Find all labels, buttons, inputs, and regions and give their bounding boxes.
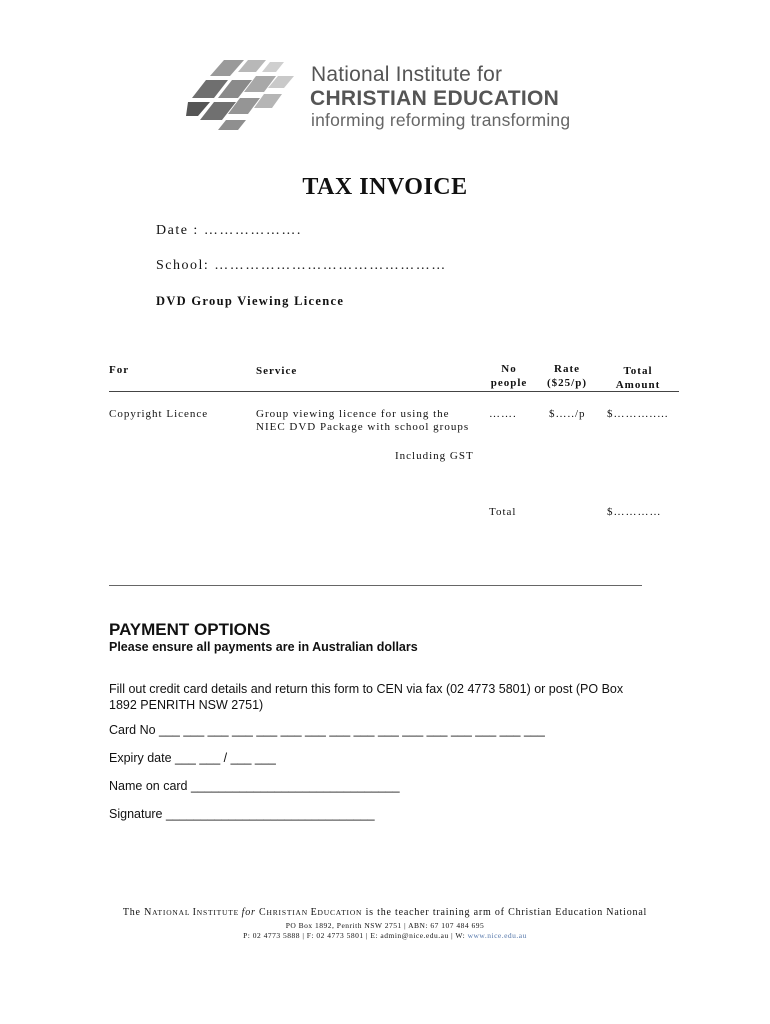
name-on-card-field[interactable]: Name on card ______________________________ xyxy=(109,779,400,793)
total-value: $………… xyxy=(607,506,662,518)
row-service-line-2: NIEC DVD Package with school groups xyxy=(256,421,470,433)
header-service: Service xyxy=(256,365,298,377)
expiry-date-field[interactable]: Expiry date ___ ___ / ___ ___ xyxy=(109,751,276,765)
footer-address: PO Box 1892, Penrith NSW 2751 | ABN: 67 107 484 695 xyxy=(285,921,485,930)
row-for: Copyright Licence xyxy=(109,408,209,420)
row-no-people: ……. xyxy=(489,408,517,420)
signature-field[interactable]: Signature ______________________________ xyxy=(109,807,375,821)
header-rate-2: ($25/p) xyxy=(547,377,587,389)
header-for: For xyxy=(109,364,130,376)
footer-line-1: The NATIONAL INSTITUTE for CHRISTIAN EDUCATION is the teacher training arm of Christian Education National xyxy=(122,907,648,918)
payment-subheading: Please ensure all payments are in Australian dollars xyxy=(109,640,418,654)
header-total-2: Amount xyxy=(615,379,661,391)
row-rate: $…../p xyxy=(549,408,586,420)
date-field: Date : ………………. xyxy=(156,223,302,238)
header-no-people-1: No xyxy=(501,363,517,375)
nice-logo-mark xyxy=(186,58,298,130)
including-gst-label: Including GST xyxy=(395,450,474,462)
section-divider xyxy=(109,585,642,586)
row-service-line-1: Group viewing licence for using the xyxy=(256,408,450,420)
invoice-title: TAX INVOICE xyxy=(302,174,468,200)
header-rate-1: Rate xyxy=(554,363,580,375)
website-link[interactable]: www.nice.edu.au xyxy=(467,931,527,940)
payment-instructions-1: Fill out credit card details and return this form to CEN via fax (02 4773 5801) or post (PO Box xyxy=(109,682,624,696)
header-no-people-2: people xyxy=(490,377,528,389)
footer-contact: P: 02 4773 5888 | F: 02 4773 5801 | E: admin@nice.edu.au | W: www.nice.edu.au xyxy=(243,931,527,940)
header-total-1: Total xyxy=(623,365,653,377)
logo-line-1: National Institute for xyxy=(311,63,503,86)
total-label: Total xyxy=(489,506,517,518)
payment-instructions-2: 1892 PENRITH NSW 2751) xyxy=(109,698,264,712)
product-name: DVD Group Viewing Licence xyxy=(156,294,345,308)
logo-line-2: CHRISTIAN EDUCATION xyxy=(310,87,560,110)
card-number-field[interactable]: Card No ___ ___ ___ ___ ___ ___ ___ ___ ___ ___ ___ ___ ___ ___ ___ ___ xyxy=(109,723,545,737)
school-field: School: ……………………………………… xyxy=(156,258,447,273)
logo-tagline: informing reforming transforming xyxy=(311,110,571,130)
payment-heading: PAYMENT OPTIONS xyxy=(109,620,271,639)
row-total: $………..… xyxy=(607,408,669,420)
header-rule xyxy=(109,391,679,392)
